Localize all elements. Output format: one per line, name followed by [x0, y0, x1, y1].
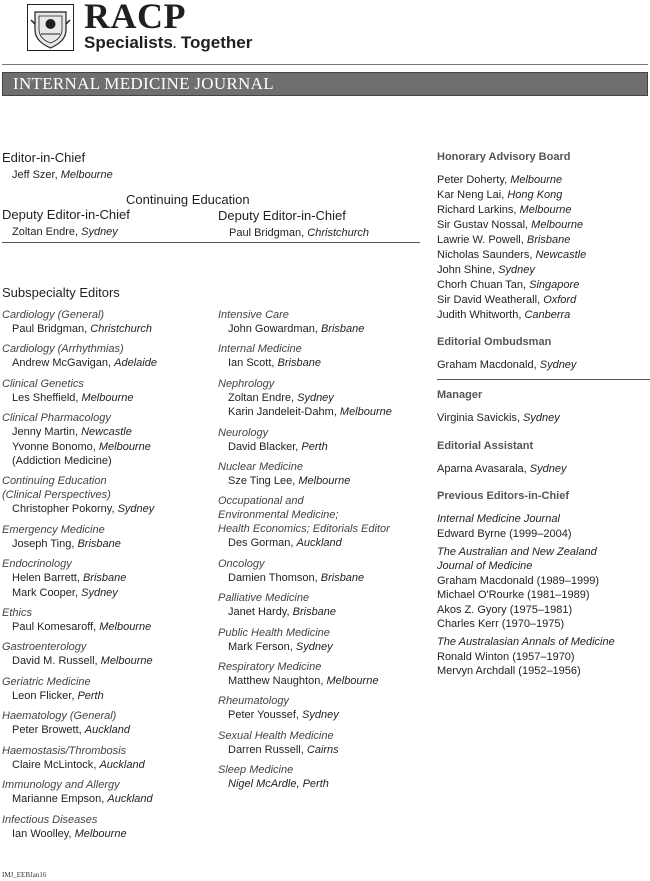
subspecialty-entry — [2, 675, 157, 703]
previous-editor: Akos Z. Gyory (1975–1981) — [437, 603, 573, 616]
editor-name: Leon Flicker, Perth — [12, 689, 104, 702]
journal-name: The Australasian Annals of Medicine — [437, 636, 615, 649]
honorary-member: Kar Neng Lai, Hong Kong — [437, 189, 563, 201]
deputy-editor-name-2: Paul Bridgman, Christchurch — [229, 227, 370, 239]
editor-name: David M. Russell, Melbourne — [12, 655, 153, 668]
previous-editor: Edward Byrne (1999–2004) — [437, 527, 572, 540]
subspecialty-category: Nuclear Medicine — [218, 461, 303, 474]
subspecialty-entry — [2, 377, 157, 405]
subspecialty-entry — [218, 494, 392, 550]
previous-editors-group — [437, 635, 650, 678]
subspecialty-entry — [2, 744, 157, 772]
subspecialty-category: Haemostasis/Thrombosis — [2, 744, 127, 757]
honorary-member: Sir David Weatherall, Oxford — [437, 294, 577, 306]
subspecialty-category: Health Economics; Editorials Editor — [218, 523, 390, 536]
subspecialty-category: Emergency Medicine — [2, 523, 105, 536]
editor-name: Helen Barrett, Brisbane — [12, 572, 127, 585]
subspecialty-entry — [218, 377, 392, 420]
subspecialty-entry — [218, 557, 392, 585]
subspecialty-category: Cardiology (General) — [2, 309, 105, 321]
editor-name: Joseph Ting, Brisbane — [12, 537, 121, 550]
subspecialty-left-column — [2, 308, 157, 847]
subspecialty-category: Nephrology — [218, 377, 275, 390]
subspecialty-entry — [218, 626, 392, 654]
editor-name: Claire McLintock, Auckland — [12, 758, 145, 771]
subspecialty-category: Internal Medicine — [218, 343, 302, 356]
subspecialty-entry — [2, 474, 157, 516]
subspecialty-entry — [2, 523, 157, 551]
editor-name: Mark Ferson, Sydney — [228, 640, 333, 653]
subspecialty-category: Geriatric Medicine — [2, 675, 91, 688]
subspecialty-entry — [2, 813, 157, 841]
honorary-member: Judith Whitworth, Canberra — [437, 309, 571, 321]
subspecialty-entry — [218, 460, 392, 488]
subspecialty-entry — [218, 591, 392, 619]
editor-name: Paul Komesaroff, Melbourne — [12, 621, 152, 634]
manager-name: Virginia Savickis, Sydney — [437, 412, 560, 425]
editor-name: Karin Jandeleit-Dahm, Melbourne — [228, 406, 392, 419]
previous-editor: Charles Kerr (1970–1975) — [437, 618, 565, 631]
subspecialty-category: Oncology — [218, 557, 265, 570]
subspecialty-category: Haematology (General) — [2, 710, 117, 723]
editor-in-chief-heading: Editor-in-Chief — [2, 150, 86, 165]
honorary-list — [437, 173, 650, 323]
editor-in-chief-name: Jeff Szer, Melbourne — [12, 169, 113, 181]
editor-name: John Gowardman, Brisbane — [228, 323, 365, 335]
ombudsman-name: Graham Macdonald, Sydney — [437, 359, 577, 371]
editor-name: Mark Cooper, Sydney — [12, 586, 118, 599]
editor-name: Zoltan Endre, Sydney — [228, 391, 334, 404]
subspecialty-category: Occupational and — [218, 495, 304, 508]
previous-editor: Graham Macdonald (1989–1999) — [437, 574, 600, 587]
subspecialty-entry — [218, 342, 392, 370]
manager-heading: Manager — [437, 389, 483, 402]
subspecialty-category: Infectious Diseases — [2, 813, 98, 826]
subspecialty-category: (Clinical Perspectives) — [2, 489, 111, 502]
subspecialty-category: Clinical Pharmacology — [2, 412, 111, 425]
subspecialty-category: Sleep Medicine — [218, 764, 294, 777]
subspecialty-category: Sexual Health Medicine — [218, 729, 334, 742]
continuing-education-heading: Continuing Education — [126, 192, 250, 207]
previous-editors-group — [437, 545, 650, 631]
subspecialty-entry — [2, 557, 157, 600]
honorary-member: Nicholas Saunders, Newcastle — [437, 249, 587, 261]
subspecialty-entry — [2, 640, 157, 668]
honorary-member: Chorh Chuan Tan, Singapore — [437, 279, 580, 291]
assistant-heading: Editorial Assistant — [437, 439, 534, 452]
subspecialty-category: Rheumatology — [218, 695, 289, 708]
journal-name: The Australian and New Zealand — [437, 546, 597, 559]
editor-name: Sze Ting Lee, Melbourne — [228, 475, 351, 488]
subspecialty-entry — [218, 660, 392, 688]
subspecialty-entry — [218, 426, 392, 454]
journal-title: INTERNAL MEDICINE JOURNAL — [13, 74, 274, 93]
editor-name: Nigel McArdle, Perth — [228, 778, 329, 791]
ombudsman-heading: Editorial Ombudsman — [437, 336, 552, 348]
subspecialty-entry — [2, 308, 157, 336]
racp-crest-logo — [27, 4, 74, 51]
editor-name: Christopher Pokorny, Sydney — [12, 503, 155, 516]
subspecialty-category: Cardiology (Arrhythmias) — [2, 343, 124, 356]
editor-name: Jenny Martin, Newcastle — [12, 426, 132, 439]
subspecialty-category: Continuing Education — [2, 475, 107, 488]
editor-name: Peter Youssef, Sydney — [228, 709, 339, 722]
editor-name: Matthew Naughton, Melbourne — [228, 675, 379, 688]
subspecialty-entry — [2, 709, 157, 737]
subspecialty-category: Endocrinology — [2, 558, 72, 571]
previous-editors-list — [437, 512, 650, 678]
subspecialty-category: Intensive Care — [218, 309, 289, 321]
subspecialty-category: Palliative Medicine — [218, 592, 310, 605]
editor-name: Darren Russell, Cairns — [228, 743, 339, 756]
deputy-editor-heading-2: Deputy Editor-in-Chief — [218, 208, 346, 223]
editor-name: Ian Scott, Brisbane — [228, 357, 321, 370]
subspecialty-entry — [2, 606, 157, 634]
honorary-member: Richard Larkins, Melbourne — [437, 204, 572, 216]
editor-name: Damien Thomson, Brisbane — [228, 571, 365, 584]
honorary-member: Lawrie W. Powell, Brisbane — [437, 234, 571, 246]
subspecialty-category: Clinical Genetics — [2, 377, 84, 390]
previous-editors-group — [437, 512, 650, 541]
subspecialty-category: Immunology and Allergy — [2, 779, 120, 792]
previous-editor: Mervyn Archdall (1952–1956) — [437, 665, 581, 678]
section-divider — [2, 242, 420, 243]
editor-name: Andrew McGavigan, Adelaide — [12, 357, 157, 370]
brand-name: RACP — [84, 0, 186, 36]
subspecialty-middle-column — [218, 308, 392, 798]
editor-name: Paul Bridgman, Christchurch — [12, 323, 153, 335]
right-divider — [437, 379, 650, 380]
brand-tagline: Specialists. Together — [84, 33, 253, 52]
journal-title-bar — [2, 72, 648, 96]
deputy-editor-heading-1: Deputy Editor-in-Chief — [2, 207, 130, 222]
deputy-editor-name-1: Zoltan Endre, Sydney — [12, 226, 118, 238]
subspecialty-entry — [218, 694, 392, 722]
subspecialty-category: Environmental Medicine; — [218, 509, 339, 522]
journal-name: Journal of Medicine — [437, 560, 533, 573]
assistant-name: Aparna Avasarala, Sydney — [437, 462, 567, 475]
honorary-heading: Honorary Advisory Board — [437, 151, 571, 163]
journal-name: Internal Medicine Journal — [437, 513, 560, 526]
subspecialty-category: Public Health Medicine — [218, 626, 330, 639]
editor-name: Des Gorman, Auckland — [228, 537, 342, 550]
subspecialty-heading: Subspecialty Editors — [2, 285, 120, 300]
previous-editors-heading: Previous Editors-in-Chief — [437, 490, 570, 503]
editor-name: Marianne Empson, Auckland — [12, 793, 153, 806]
subspecialty-entry — [218, 763, 392, 791]
previous-editor: Ronald Winton (1957–1970) — [437, 650, 575, 663]
subspecialty-category: Respiratory Medicine — [218, 661, 322, 674]
previous-editor: Michael O'Rourke (1981–1989) — [437, 589, 590, 602]
honorary-member: John Shine, Sydney — [437, 264, 535, 276]
editor-name: Yvonne Bonomo, Melbourne — [12, 440, 151, 453]
subspecialty-entry — [218, 729, 392, 757]
editor-name: Janet Hardy, Brisbane — [228, 606, 337, 619]
subspecialty-entry — [218, 308, 392, 336]
subspecialty-entry — [2, 411, 157, 468]
subspecialty-entry — [2, 342, 157, 370]
subspecialty-category: Neurology — [218, 426, 269, 439]
honorary-member: Peter Doherty, Melbourne — [437, 174, 563, 186]
editor-name: Ian Woolley, Melbourne — [12, 827, 127, 840]
subspecialty-category: Ethics — [2, 607, 32, 620]
subspecialty-category: Gastroenterology — [2, 641, 87, 654]
editor-name: (Addiction Medicine) — [12, 455, 112, 468]
right-column — [437, 150, 650, 679]
editor-name: Peter Browett, Auckland — [12, 724, 131, 737]
header-rule — [2, 64, 648, 65]
subspecialty-entry — [2, 778, 157, 806]
footer-code: IMJ_EEBJan16 — [2, 871, 47, 879]
honorary-member: Sir Gustav Nossal, Melbourne — [437, 219, 584, 231]
editor-name: Les Sheffield, Melbourne — [12, 391, 134, 404]
editor-name: David Blacker, Perth — [228, 440, 328, 453]
